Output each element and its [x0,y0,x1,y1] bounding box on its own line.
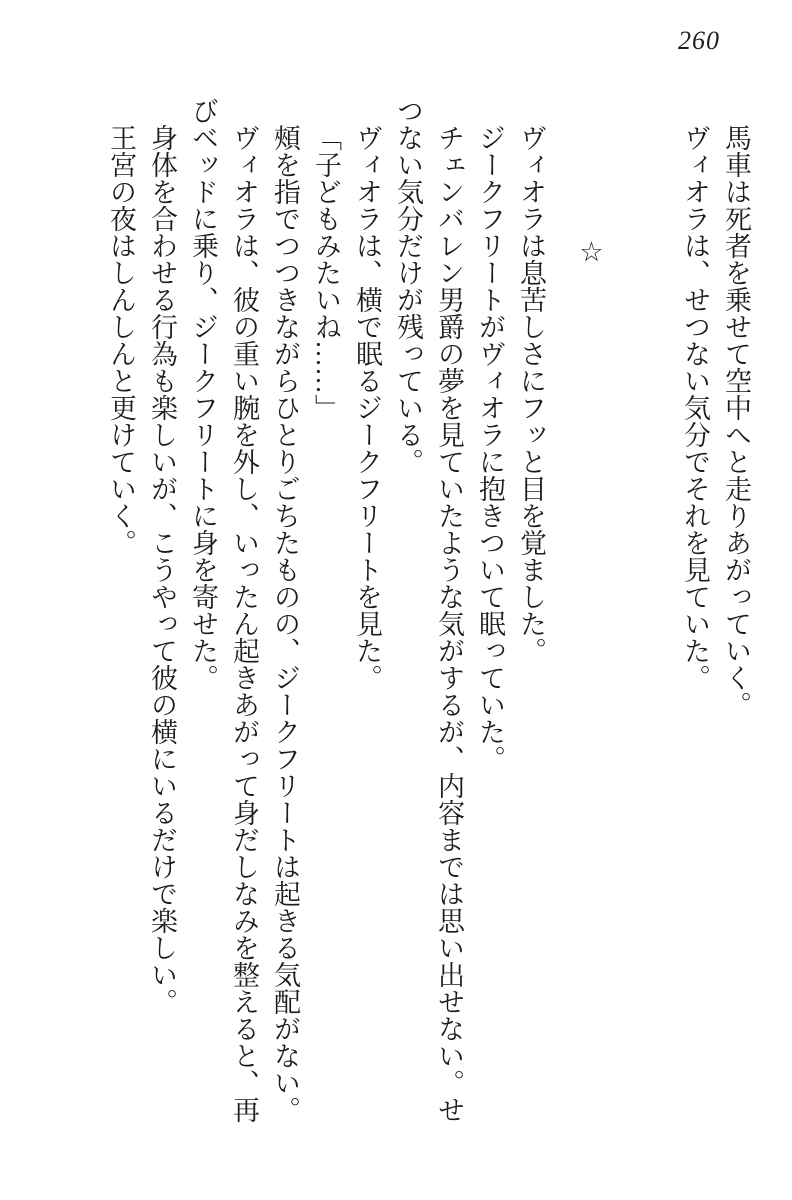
paragraph-4: ジークフリートがヴィオラに抱きついて眠っていた。 [475,124,505,772]
paragraph-10: 身体を合わせる行為も楽しいが、こうやって彼の横にいるだけで楽しい。 [147,124,177,1015]
paragraph-3: ヴィオラは息苦しさにフッと目を覚ました。 [516,124,546,664]
page-number: 260 [678,26,720,55]
paragraph-1: 馬車は死者を乗せて空中へと走りあがっていく。 [721,124,751,718]
text-block [100,97,756,1124]
paragraph-9: ヴィオラは、彼の重い腕を外し、いったん起きあがって身だしなみを整えると、再びベッドに乗り、ジークフリートに身を寄せた。 [188,97,259,1123]
paragraph-5: チェンバレン男爵の夢を見ていたような気がするが、内容までは思い出せない。せつない気分だけが残っている。 [393,97,464,1123]
paragraph-6: ヴィオラは、横で眠るジークフリートを見た。 [352,124,382,691]
paragraph-2: ヴィオラは、せつない気分でそれを見ていた。 [680,124,710,691]
paragraph-7-dialogue: 「子どもみたいね……」 [311,124,341,421]
paragraph-11: 王宮の夜はしんしんと更けていく。 [106,124,136,556]
section-divider-star: ☆ [577,237,607,268]
blank-line [633,97,674,1124]
paragraph-8: 頰を指でつつきながらひとりごちたものの、ジークフリートは起きる気配がない。 [270,124,300,1123]
